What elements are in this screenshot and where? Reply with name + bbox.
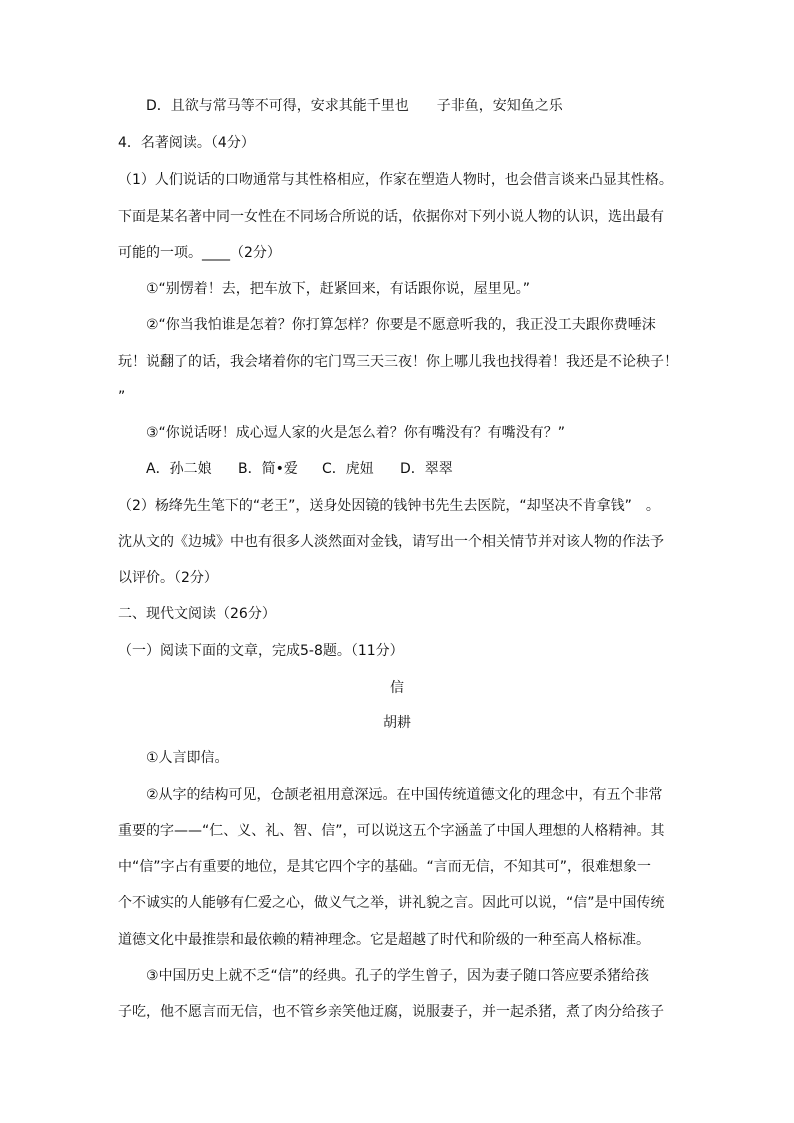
section2-heading: 二、现代文阅读（26分）	[118, 606, 276, 622]
q4-part1-line2: 下面是某名著中同一女性在不同场合所说的话，依据你对下列小说人物的认识，选出最有	[118, 209, 664, 225]
paragraph-2-line4: 个不诚实的人能够有仁爱之心，做义气之举，讲礼貌之言。因此可以说，“信”是中国传统	[118, 895, 665, 911]
paragraph-2-line5: 道德文化中最推崇和最依赖的精神理念。它是超越了时代和阶级的一种至高人格标准。	[118, 932, 650, 948]
option-d: D．翠翠	[400, 461, 453, 477]
option-a: A．孙二娘	[146, 461, 212, 477]
q4-quote3: ③“你说话呀！成心逗人家的火是怎么着？你有嘴没有？有嘴没有？”	[146, 425, 566, 441]
section2-subheading: （一）阅读下面的文章，完成5-8题。（11分）	[118, 643, 404, 659]
q4-heading: 4．名著阅读。（4分）	[118, 135, 255, 151]
q4-part1-line3: 可能的一项。____（2分）	[118, 245, 281, 261]
paragraph-3-line1: ③中国历史上就不乏“信”的经典。孔子的学生曾子，因为妻子随口答应要杀猪给孩	[146, 968, 650, 984]
q4-quote2-line1: ②“你当我怕谁是怎着？你打算怎样？你要是不愿意听我的，我正没工夫跟你费唾沫	[146, 317, 656, 333]
q3-option-d: D．且欲与常马等不可得，安求其能千里也 子非鱼，安知鱼之乐	[146, 98, 563, 114]
option-b: B．简•爱	[238, 461, 298, 477]
paragraph-1: ①人言即信。	[146, 750, 229, 766]
q4-part2-line2: 沈从文的《边城》中也有很多人淡然面对金钱，请写出一个相关情节并对该人物的作法予	[118, 534, 664, 550]
q4-options	[146, 460, 453, 478]
paragraph-2-line2: 重要的字——“仁、义、礼、智、信”，可以说这五个字涵盖了中国人理想的人格精神。其	[118, 823, 665, 839]
q4-part2-line3: 以评价。（2分）	[118, 570, 218, 586]
option-c: C．虎妞	[322, 461, 374, 477]
q4-quote2-line3: ”	[118, 389, 126, 405]
q4-quote2-line2: 玩！说翻了的话，我会堵着你的宅门骂三天三夜！你上哪儿我也找得着！我还是不论秧子！	[118, 354, 678, 370]
paragraph-2-line1: ②从字的结构可见，仓颉老祖用意深远。在中国传统道德文化的理念中，有五个非常	[146, 787, 663, 803]
q4-part2-line1: （2）杨绛先生笔下的“老王”，送身处因镜的钱钟书先生去医院，“却坚决不肯拿钱” 。	[118, 498, 660, 514]
article-author: 胡耕	[383, 715, 411, 731]
paragraph-3-line2: 子吃，他不愿言而无信，也不管乡亲笑他迂腐，说服妻子，并一起杀猪，煮了肉分给孩子	[118, 1004, 664, 1020]
article-title: 信	[390, 680, 404, 696]
q4-quote1: ①“别愣着！去，把车放下，赶紧回来，有话跟你说，屋里见。”	[146, 281, 531, 297]
paragraph-2-line3: 中“信”字占有重要的地位，是其它四个字的基础。“言而无信，不知其可”，很难想象一	[118, 859, 652, 875]
q4-part1-line1: （1）人们说话的口吻通常与其性格相应，作家在塑造人物时，也会借言谈来凸显其性格。	[118, 172, 673, 188]
